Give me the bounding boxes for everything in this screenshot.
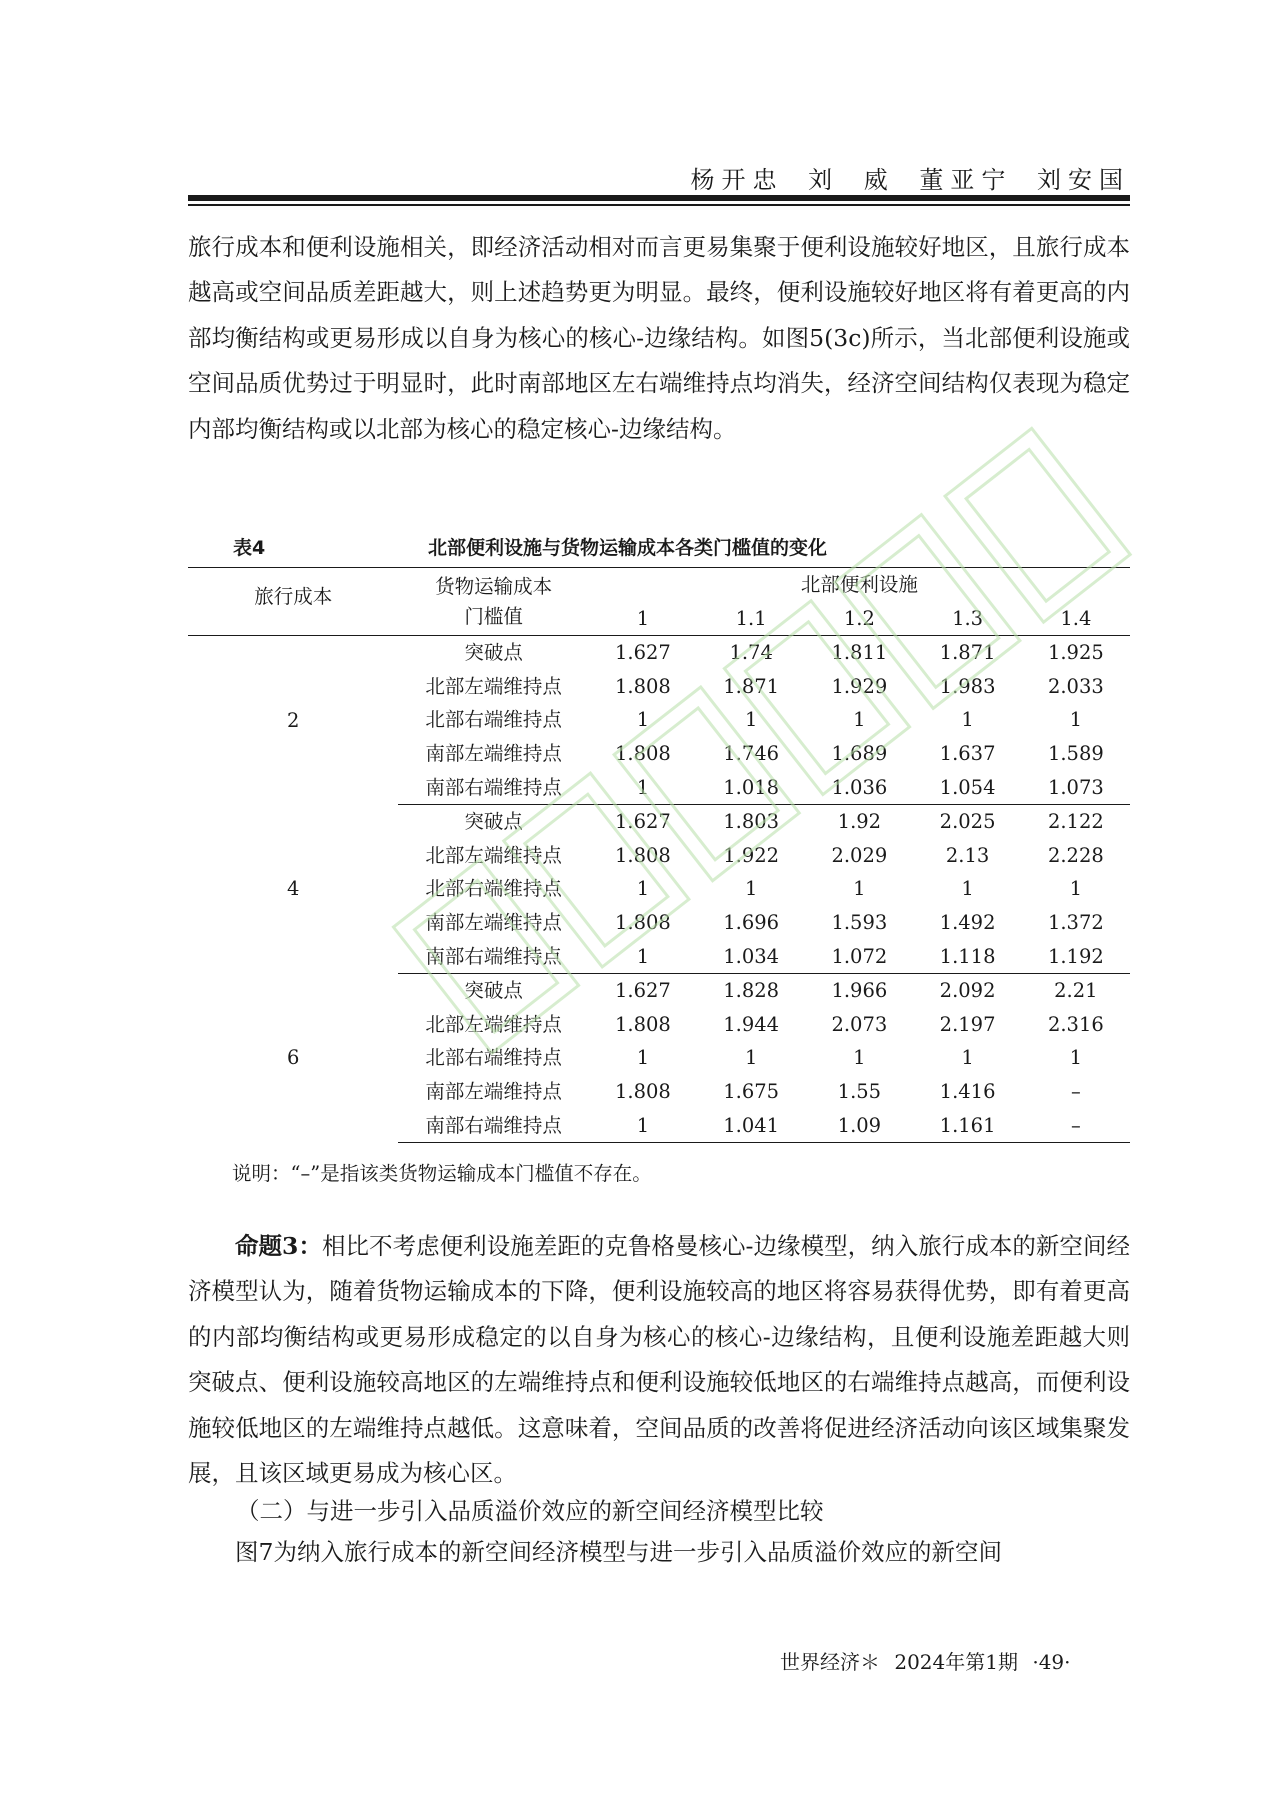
value-cell: 1	[961, 877, 974, 901]
threshold-table	[188, 567, 1130, 1143]
threshold-label-cell: 北部右端维持点	[425, 1046, 562, 1070]
factor-level-header: 1.4	[1022, 602, 1130, 636]
value-cell: 1	[1069, 877, 1083, 901]
proposition-text: 相比不考虑便利设施差距的克鲁格曼核心-边缘模型，纳入旅行成本的新空间经济模型认为，随着货物运输成本的下降，便利设施较高的地区将容易获得优势，即有着更高的内部均衡结构或更易形成稳定的以自身为核心的核心-边缘结构，且便利设施差距越大则突破点、便利设施较高地区的左端维持点和便利设施较低地区的右端维持点越高，而便利设施较低地区的左端维持点越低。这意味着，空间品质的改善将促进经济活动向该区域集聚发展，且该区域更易成为核心区。	[188, 1232, 1130, 1488]
threshold-label-cell: 北部右端维持点	[425, 708, 562, 732]
value-cell: 2.029	[831, 843, 888, 867]
value-cell: 1.808	[615, 741, 671, 765]
threshold-label-cell: 突破点	[464, 979, 523, 1003]
value-cell: 1.192	[1022, 940, 1130, 974]
value-cell: 1.416	[939, 1079, 996, 1103]
value-cell: 1.018	[697, 771, 805, 805]
value-cell: 1.92	[837, 810, 882, 834]
value-cell: 1.803	[723, 810, 780, 834]
value-cell: 1.041	[697, 1109, 805, 1143]
value-cell: 1.696	[723, 910, 780, 934]
value-cell: 1.036	[805, 771, 913, 805]
threshold-label-cell: 南部右端维持点	[398, 940, 588, 974]
value-cell: 2.228	[1047, 843, 1104, 867]
value-cell: 1.808	[615, 910, 671, 934]
value-cell: 1.627	[615, 979, 671, 1003]
factor-level-header: 1.1	[697, 602, 805, 636]
value-cell: 1.161	[913, 1109, 1021, 1143]
header-rule-thin	[188, 204, 1130, 206]
table-group	[188, 974, 1130, 1143]
value-cell: 1.983	[939, 674, 996, 698]
value-cell: 1.55	[837, 1079, 882, 1103]
value-cell: 1	[744, 1046, 758, 1070]
proposition-label: 命题3：	[235, 1232, 322, 1260]
value-cell: 2.025	[939, 810, 996, 834]
travel-cost-cell: 6	[287, 1046, 300, 1070]
value-cell: 1.675	[723, 1079, 780, 1103]
body-paragraph-1: 旅行成本和便利设施相关，即经济活动相对而言更易集聚于便利设施较好地区，且旅行成本越高或空间品质差距越大，则上述趋势更为明显。最终，便利设施较好地区将有着更高的内部均衡结构或更易形成以自身为核心的核心-边缘结构。如图5(3c)所示，当北部便利设施或空间品质优势过于明显时，此时南部地区左右端维持点均消失，经济空间结构仅表现为稳定内部均衡结构或以北部为核心的稳定核心-边缘结构。	[188, 233, 1130, 443]
value-cell: 1.09	[805, 1109, 913, 1143]
table-row	[188, 636, 1130, 670]
factor-level-header: 1	[589, 602, 697, 636]
table-group	[188, 805, 1130, 974]
value-cell: 1	[589, 1109, 697, 1143]
value-cell: 1.871	[939, 641, 996, 665]
value-cell: 1.589	[1047, 741, 1104, 765]
value-cell: 1.808	[615, 674, 671, 698]
value-cell: 1.74	[729, 641, 773, 665]
header-north-amenity: 北部便利设施	[589, 568, 1130, 602]
value-cell: 2.033	[1047, 674, 1104, 698]
value-cell: 1	[853, 877, 866, 901]
value-cell: 1.637	[939, 741, 996, 765]
value-cell: 1	[961, 1046, 974, 1070]
threshold-label-cell: 南部左端维持点	[425, 741, 562, 765]
value-cell: 1	[853, 708, 866, 732]
travel-cost-cell: 2	[287, 708, 300, 732]
value-cell: 1.372	[1047, 910, 1104, 934]
table-note: 说明：“–”是指该类货物运输成本门槛值不存在。	[232, 1162, 652, 1185]
table-row	[188, 974, 1130, 1008]
travel-cost-cell: 4	[287, 877, 300, 901]
header-travel-cost: 旅行成本	[188, 568, 398, 636]
value-cell: 1.871	[723, 674, 780, 698]
value-cell: 1.073	[1022, 771, 1130, 805]
value-cell: 1.034	[697, 940, 805, 974]
threshold-label-cell: 南部右端维持点	[398, 1109, 588, 1143]
threshold-label-cell: 南部左端维持点	[425, 1079, 562, 1103]
threshold-label-cell: 北部左端维持点	[425, 1012, 562, 1036]
body-paragraph-3: 图7为纳入旅行成本的新空间经济模型与进一步引入品质溢价效应的新空间	[235, 1538, 1002, 1566]
value-cell: 1.072	[805, 940, 913, 974]
threshold-label-cell: 南部左端维持点	[425, 910, 562, 934]
table-title: 北部便利设施与货物运输成本各类门槛值的变化	[428, 537, 828, 559]
threshold-label-cell: 北部左端维持点	[425, 674, 562, 698]
value-cell: 1	[589, 771, 697, 805]
value-cell: 1	[1069, 708, 1083, 732]
value-cell: 1	[636, 1046, 650, 1070]
value-cell: 1.929	[831, 674, 888, 698]
table-row	[188, 805, 1130, 839]
value-cell: 2.13	[945, 843, 990, 867]
threshold-label-cell: 南部右端维持点	[398, 771, 588, 805]
value-cell: 1.627	[615, 641, 671, 665]
value-cell: 1.811	[831, 641, 888, 665]
running-header-authors: 杨开忠 刘 威 董亚宁 刘安国	[690, 166, 1130, 194]
body-paragraph-2	[188, 1224, 1130, 1496]
value-cell: 1.118	[913, 940, 1021, 974]
value-cell: 1.828	[723, 979, 780, 1003]
value-cell: 2.122	[1047, 810, 1104, 834]
value-cell: 2.316	[1047, 1012, 1104, 1036]
value-cell: 1.492	[939, 910, 996, 934]
value-cell: 1	[589, 940, 697, 974]
value-cell: 1	[853, 1046, 866, 1070]
value-cell: –	[1022, 1109, 1130, 1143]
value-cell: 2.21	[1054, 979, 1098, 1003]
value-cell: 1	[636, 877, 650, 901]
value-cell: 1.944	[723, 1012, 780, 1036]
value-cell: 1.922	[723, 843, 780, 867]
table-number: 表4	[233, 537, 266, 559]
header-threshold: 货物运输成本 门槛值	[398, 568, 588, 636]
table-group	[188, 636, 1130, 805]
value-cell: 1	[636, 708, 650, 732]
value-cell: 1.808	[615, 843, 671, 867]
threshold-label-cell: 北部右端维持点	[425, 877, 562, 901]
value-cell: 1	[744, 877, 758, 901]
value-cell: 1.593	[831, 910, 888, 934]
threshold-label-cell: 突破点	[464, 641, 523, 665]
value-cell: 1.808	[615, 1012, 671, 1036]
value-cell: 1.808	[615, 1079, 671, 1103]
factor-level-header: 1.3	[913, 602, 1021, 636]
value-cell: 1.054	[913, 771, 1021, 805]
value-cell: 1	[961, 708, 974, 732]
section-heading: （二）与进一步引入品质溢价效应的新空间经济模型比较	[236, 1497, 824, 1525]
value-cell: 2.073	[831, 1012, 888, 1036]
value-cell: –	[1070, 1079, 1081, 1103]
value-cell: 1.627	[615, 810, 671, 834]
value-cell: 1.925	[1047, 641, 1104, 665]
value-cell: 2.197	[939, 1012, 996, 1036]
threshold-label-cell: 北部左端维持点	[425, 843, 562, 867]
value-cell: 1	[1069, 1046, 1083, 1070]
page-footer: 世界经济＊ 2024年第1期 ·49·	[780, 1650, 1071, 1674]
value-cell: 1.689	[831, 741, 888, 765]
threshold-label-cell: 突破点	[464, 810, 523, 834]
value-cell: 1.746	[723, 741, 780, 765]
value-cell: 2.092	[939, 979, 996, 1003]
value-cell: 1.966	[831, 979, 888, 1003]
value-cell: 1	[744, 708, 758, 732]
factor-level-header: 1.2	[805, 602, 913, 636]
header-rule-thick	[188, 195, 1130, 201]
